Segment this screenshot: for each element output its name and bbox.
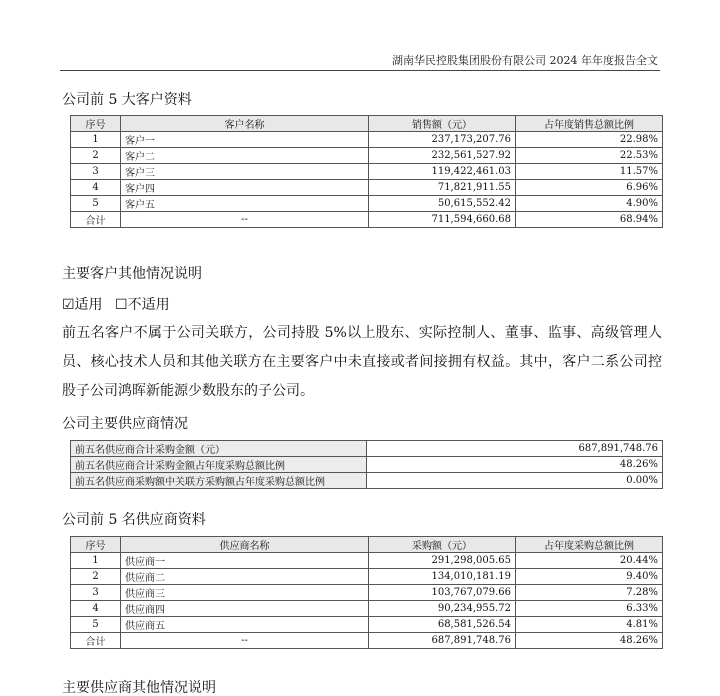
table-row [71, 132, 663, 148]
report-header-title: 湖南华民控股集团股份有限公司 2024 年年度报告全文 [392, 54, 658, 67]
purchase-ratio: 4.81% [516, 617, 663, 633]
table-row [71, 180, 663, 196]
supplier-name: 供应商三 [121, 585, 369, 601]
purchase-amount: 68,581,526.54 [369, 617, 516, 633]
col-header-index: 序号 [71, 537, 121, 553]
summary-label: 前五名供应商采购额中关联方采购额占年度采购总额比例 [71, 473, 367, 489]
table-row [71, 553, 663, 569]
supplier-name: 供应商四 [121, 601, 369, 617]
customer-name: 客户四 [121, 180, 369, 196]
total-label: 合计 [71, 633, 121, 649]
table-row [71, 196, 663, 212]
total-sales-amount: 711,594,660.68 [369, 212, 516, 228]
purchase-ratio: 9.40% [516, 569, 663, 585]
purchase-amount: 291,298,005.65 [369, 553, 516, 569]
supplier-name: 供应商五 [121, 617, 369, 633]
header-rule [60, 70, 660, 71]
supplier-other-title-partial: 主要供应商其他情况说明 [62, 680, 216, 696]
table-row [71, 473, 663, 489]
total-label: 合计 [71, 212, 121, 228]
sales-amount: 119,422,461.03 [369, 164, 516, 180]
row-index: 1 [71, 132, 121, 148]
col-header-sales: 销售额（元） [369, 116, 516, 132]
suppliers-header-row [71, 537, 663, 553]
customer-name: 客户一 [121, 132, 369, 148]
suppliers-table [70, 536, 663, 649]
supplier-name: 供应商二 [121, 569, 369, 585]
customers-section-title: 公司前 5 大客户资料 [62, 92, 192, 108]
customer-name: 客户二 [121, 148, 369, 164]
row-index: 5 [71, 196, 121, 212]
customer-name: 客户五 [121, 196, 369, 212]
customer-name: 客户三 [121, 164, 369, 180]
summary-value: 48.26% [367, 457, 663, 473]
applicability-options [62, 294, 170, 314]
row-index: 1 [71, 553, 121, 569]
purchase-ratio: 7.28% [516, 585, 663, 601]
table-row [71, 457, 663, 473]
table-row [71, 601, 663, 617]
col-header-purchase-ratio: 占年度采购总额比例 [516, 537, 663, 553]
summary-value: 0.00% [367, 473, 663, 489]
table-row [71, 617, 663, 633]
total-purchase-ratio: 48.26% [516, 633, 663, 649]
purchase-amount: 134,010,181.19 [369, 569, 516, 585]
customer-other-title: 主要客户其他情况说明 [62, 266, 202, 282]
total-sales-ratio: 68.94% [516, 212, 663, 228]
applicable-checkbox: ☑适用 [62, 297, 103, 313]
row-index: 2 [71, 569, 121, 585]
table-row [71, 148, 663, 164]
sales-amount: 237,173,207.76 [369, 132, 516, 148]
customer-other-paragraph: 前五名客户不属于公司关联方，公司持股 5%以上股东、实际控制人、董事、监事、高级管理人员、核心技术人员和其他关联方在主要客户中未直接或者间接拥有权益。其中，客户二系公司控股子公司鸿晖新能源少数股东的子公司。 [62, 325, 662, 399]
row-index: 2 [71, 148, 121, 164]
sales-amount: 71,821,911.55 [369, 180, 516, 196]
sales-ratio: 6.96% [516, 180, 663, 196]
purchase-ratio: 20.44% [516, 553, 663, 569]
col-header-purchase: 采购额（元） [369, 537, 516, 553]
table-row [71, 164, 663, 180]
total-purchase-amount: 687,891,748.76 [369, 633, 516, 649]
table-row [71, 441, 663, 457]
supplier-summary-title: 公司主要供应商情况 [62, 416, 188, 432]
purchase-amount: 90,234,955.72 [369, 601, 516, 617]
row-index: 4 [71, 601, 121, 617]
sales-amount: 232,561,527.92 [369, 148, 516, 164]
total-row [71, 633, 663, 649]
sales-ratio: 4.90% [516, 196, 663, 212]
row-index: 3 [71, 585, 121, 601]
purchase-amount: 103,767,079.66 [369, 585, 516, 601]
summary-label: 前五名供应商合计采购金额占年度采购总额比例 [71, 457, 367, 473]
customers-table [70, 115, 663, 228]
col-header-sales-ratio: 占年度销售总额比例 [516, 116, 663, 132]
sales-ratio: 22.53% [516, 148, 663, 164]
col-header-supplier-name: 供应商名称 [121, 537, 369, 553]
customers-header-row [71, 116, 663, 132]
supplier-summary-table [70, 440, 663, 489]
summary-label: 前五名供应商合计采购金额（元） [71, 441, 367, 457]
table-row [71, 585, 663, 601]
row-index: 3 [71, 164, 121, 180]
total-name-placeholder: -- [121, 212, 369, 228]
supplier-name: 供应商一 [121, 553, 369, 569]
col-header-index: 序号 [71, 116, 121, 132]
row-index: 4 [71, 180, 121, 196]
total-name-placeholder: -- [121, 633, 369, 649]
sales-amount: 50,615,552.42 [369, 196, 516, 212]
not-applicable-checkbox: ☐不适用 [115, 297, 170, 313]
col-header-customer-name: 客户名称 [121, 116, 369, 132]
summary-value: 687,891,748.76 [367, 441, 663, 457]
sales-ratio: 11.57% [516, 164, 663, 180]
sales-ratio: 22.98% [516, 132, 663, 148]
total-row [71, 212, 663, 228]
table-row [71, 569, 663, 585]
suppliers-section-title: 公司前 5 名供应商资料 [62, 512, 206, 528]
row-index: 5 [71, 617, 121, 633]
purchase-ratio: 6.33% [516, 601, 663, 617]
